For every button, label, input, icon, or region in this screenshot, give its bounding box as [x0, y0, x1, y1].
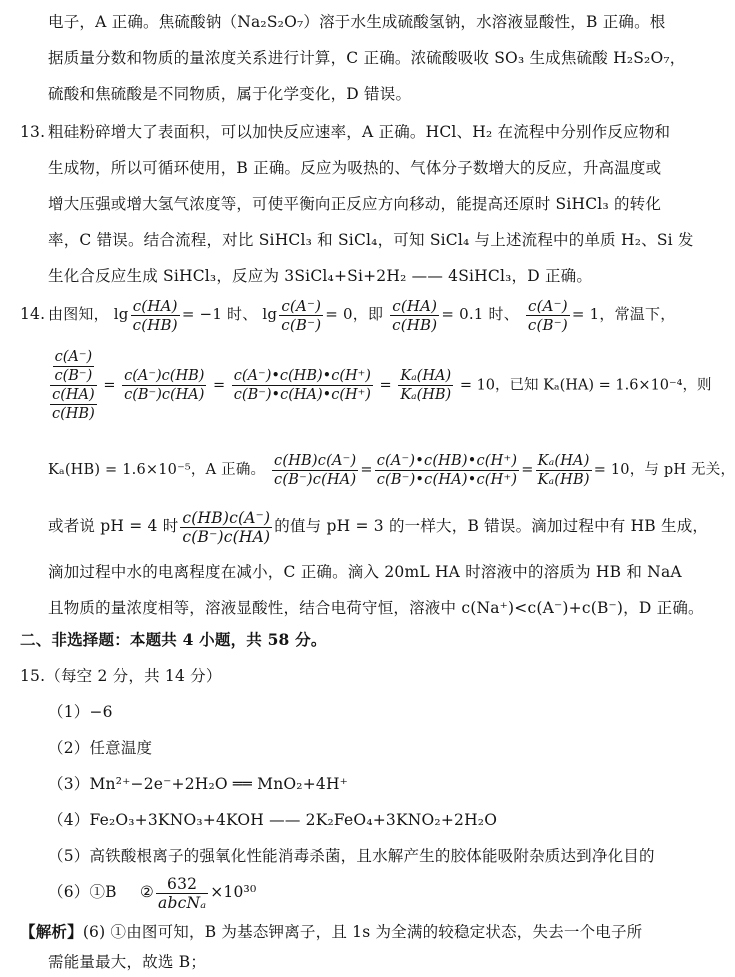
numerator: c(HB)c(A⁻): [274, 452, 357, 469]
text-span: (6) ①由图可知，B 为基态钾离子，且 1s 为全满的较稳定状态，失去一个电子所: [82, 923, 643, 941]
text-line: 滴加过程中水的电离程度在减小，C 正确。滴入 20mL HA 时溶液中的溶质为 HB 和 NaA: [48, 563, 682, 581]
denominator: c(B⁻)•c(HA)•c(H⁺): [233, 387, 371, 403]
text-span: ②: [139, 883, 155, 901]
text-line: 硫酸和焦硫酸是不同物质，属于化学变化，D 错误。: [48, 85, 412, 103]
compound-denominator: [50, 386, 97, 423]
text-span: Kₐ(HB) = 1.6×10⁻⁵，A 正确。: [48, 462, 266, 478]
numerator: 632: [156, 875, 208, 894]
equals-sign: =: [521, 462, 534, 478]
section-heading: 二、非选择题：本题共 4 小题，共 58 分。: [20, 630, 327, 649]
numerator: Kₐ(HA): [398, 367, 453, 386]
denominator: c(B⁻): [54, 368, 93, 384]
fraction-m3: [398, 367, 453, 404]
fraction-a-b: [526, 297, 570, 334]
numerator: c(A⁻)c(HB): [124, 368, 205, 384]
text-line: 率，C 错误。结合流程，对比 SiHCl₃ 和 SiCl₄，可知 SiCl₄ 与上述流程中的单质 H₂、Si 发: [48, 231, 694, 249]
equals-sign: =: [103, 377, 116, 394]
numerator: c(A⁻): [279, 297, 323, 316]
analysis-line-2: 需能量最大，故选 B；: [48, 953, 207, 971]
fraction-a-b: [279, 297, 323, 334]
equals-sign: =: [360, 462, 373, 478]
denominator: c(B⁻): [527, 315, 568, 334]
q14-line-ka: [48, 446, 735, 494]
question-15-heading: 15.（每空 2 分，共 14 分）: [20, 667, 222, 685]
text-span: = 1，常温下，: [571, 305, 676, 323]
numerator: c(A⁻): [53, 348, 95, 367]
question-14-number: 14.: [20, 305, 46, 323]
answer-2: （2）任意温度: [48, 739, 153, 757]
text-line: 且物质的量浓度相等，溶液显酸性，结合电荷守恒，溶液中 c(Na⁺)<c(A⁻)+c(B⁻)，D 正确。: [48, 599, 704, 617]
numerator: c(HA): [131, 297, 180, 316]
text-line: 生化合反应生成 SiHCl₃，反应为 3SiCl₄+Si+2H₂ —— 4SiHCl₃，D 正确。: [48, 267, 593, 285]
text-line: 生成物，所以可循环使用，B 正确。反应为吸热的、气体分子数增大的反应，升高温度或: [48, 159, 662, 177]
fraction-m2: [232, 367, 373, 404]
numerator: c(HA): [50, 386, 97, 405]
question-13-number: 13.: [20, 123, 46, 141]
text-span: （6）①B: [48, 883, 117, 901]
answer-3: （3）Mn²⁺−2e⁻+2H₂O ══ MnO₂+4H⁺: [48, 775, 349, 793]
numerator: c(HB)c(A⁻): [182, 508, 271, 527]
text-line: 粗硅粉碎增大了表面积，可以加快反应速率，A 正确。HCl、H₂ 在流程中分别作反应物和: [48, 123, 671, 141]
lg-text: lg: [113, 305, 129, 323]
numerator: Kₐ(HA): [536, 452, 592, 471]
fraction-ha-hb: [131, 297, 180, 334]
text-span: 由图知，: [48, 305, 109, 323]
lg-text: lg: [262, 305, 278, 323]
equals-sign: =: [213, 377, 226, 394]
q14-line-1: [48, 290, 676, 338]
equation-block-1: [48, 348, 712, 423]
denominator: c(HB): [132, 315, 178, 334]
q14-line-ph: [48, 502, 709, 550]
denominator: Kₐ(HB): [400, 387, 452, 403]
compound-numerator: [50, 348, 97, 386]
denominator: abcNₐ: [158, 893, 207, 912]
fraction-answer-6: [156, 875, 208, 912]
denominator: c(B⁻)•c(HA)•c(H⁺): [376, 471, 518, 488]
denominator: Kₐ(HB): [537, 471, 590, 488]
answer-4: （4）Fe₂O₃+3KNO₃+4KOH —— 2K₂FeO₄+3KNO₂+2H₂O: [48, 811, 498, 829]
fraction-m2: [375, 452, 520, 489]
denominator: c(B⁻)c(HA): [182, 527, 271, 546]
analysis-line-1: [20, 920, 653, 944]
text-span: ×10³⁰: [210, 883, 257, 901]
denominator: c(HB): [52, 406, 95, 422]
text-span: = 0，即: [325, 305, 384, 323]
text-line: 增大压强或增大氢气浓度等，可使平衡向正反应方向移动，能提高还原时 SiHCl₃ 的转化: [48, 195, 662, 213]
text-span: = 0.1 时、: [441, 305, 519, 323]
fraction-ha-hb: [390, 297, 439, 334]
numerator: c(HA): [390, 297, 439, 316]
fraction-r1: [180, 509, 272, 546]
denominator: c(B⁻): [281, 315, 322, 334]
compound-fraction: [50, 348, 97, 423]
text-line: 电子，A 正确。焦硫酸钠（Na₂S₂O₇）溶于水生成硫酸氢钠，水溶液显酸性，B 正确。根: [48, 13, 666, 31]
equals-sign: =: [379, 377, 392, 394]
text-span: = 10，已知 Kₐ(HA) = 1.6×10⁻⁴，则: [459, 377, 712, 394]
denominator: c(B⁻)c(HA): [274, 471, 357, 488]
text-line: 据质量分数和物质的量浓度关系进行计算，C 正确。浓硫酸吸收 SO₃ 生成焦硫酸 H₂S₂O₇，: [48, 49, 686, 67]
analysis-label: 【解析】: [20, 922, 83, 941]
answer-6: [48, 868, 653, 916]
fraction-m3: [536, 452, 592, 489]
denominator: c(HB): [392, 315, 438, 334]
text-span: = −1 时、: [181, 305, 258, 323]
text-span: = 10，与 pH 无关，: [593, 462, 735, 478]
fraction-ha-hb: [50, 386, 97, 423]
fraction-a-b: [53, 348, 95, 385]
text-span: 的值与 pH = 3 的一样大，B 错误。滴加过程中有 HB 生成，: [274, 517, 709, 535]
denominator: c(B⁻)c(HA): [124, 387, 205, 403]
text-span: 或者说 pH = 4 时: [48, 517, 179, 535]
numerator: c(A⁻)•c(HB)•c(H⁺): [233, 368, 371, 384]
fraction-m1: [122, 367, 206, 404]
fraction-r1: [272, 452, 358, 489]
numerator: c(A⁻)•c(HB)•c(H⁺): [376, 452, 518, 469]
answer-1: （1）−6: [48, 703, 113, 721]
numerator: c(A⁻): [526, 297, 570, 316]
answer-5: （5）高铁酸根离子的强氧化性能消毒杀菌，且水解产生的胶体能吸附杂质达到净化目的: [48, 847, 655, 865]
